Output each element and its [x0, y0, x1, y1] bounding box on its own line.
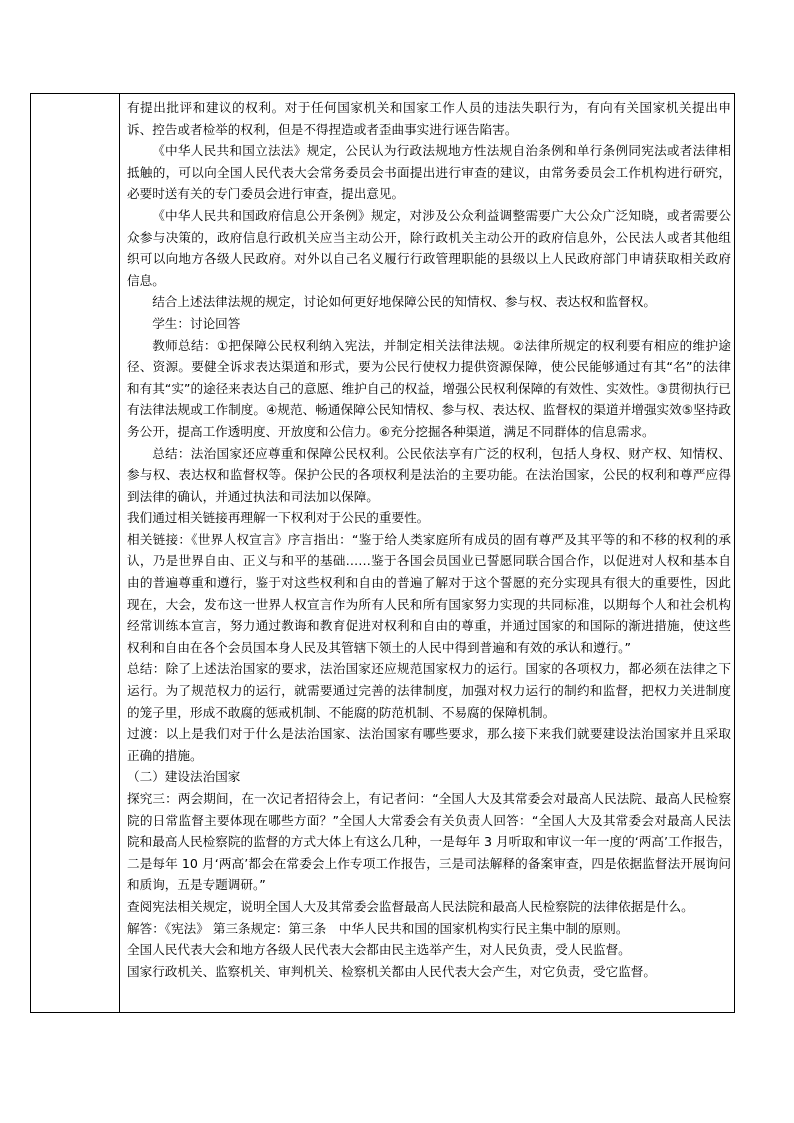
- table-left-column: [31, 94, 120, 1012]
- paragraph: 我们通过相关链接再理解一下权利对于公民的重要性。: [127, 510, 430, 526]
- paragraph: 相关链接：《世界人权宣言》序言指出：“鉴于给人类家庭所有成员的固有尊严及其平等的和不移的权利的承认，乃是世界自由、正义与和平的基础……鉴于各国会员国业已誓愿同联合国合作，以促进对人权和基本自由的普遍尊重和遵行，鉴于对这些权利和自由的普遍了解对于这个誓愿的充分实现具有很大的重要性，因此现在，大会，发布这一世界人权宣言作为所有人民和所有国家努力实现的共同标准，以期每个人和社会机构经常训练本宣言，努力通过教诲和教育促进对权利和自由的尊重，并通过国家的和国际的渐进措施，使这些权利和自由在各个会员国本身人民及其管辖下领土的人民中得到普遍和有效的承认和遵行。”: [127, 531, 731, 655]
- lesson-content: [127, 97, 731, 982]
- paragraph: 学生：讨论回答: [152, 315, 241, 331]
- lesson-table: [30, 93, 735, 1013]
- paragraph: 查阅宪法相关规定，说明全国人大及其常委会监督最高人民法院和最高人民检察院的法律依据是什么。: [127, 898, 694, 914]
- paragraph: 过渡：以上是我们对于什么是法治国家、法治国家有哪些要求，那么接下来我们就要建设法治国家并且采取正确的措施。: [127, 726, 731, 763]
- paragraph: 解答：《宪法》 第三条规定：第三条 中华人民共和国的国家机构实行民主集中制的原则。: [127, 920, 629, 936]
- paragraph: 教师总结：①把保障公民权利纳入宪法，并制定相关法律法规。②法律所规定的权利要有相应的维护途径、资源。要健全诉求表达渠道和形式，要为公民行使权力提供资源保障，使公民能够通过有其“名”的法律和有其“实”的途径来表达自己的意愿、维护自己的权益，增强公民权利保障的有效性、实效性。③贯彻执行已有法律法规或工作制度。④规范、畅通保障公民知情权、参与权、表达权、监督权的渠道并增强实效⑤坚持政务公开，提高工作透明度、开放度和公信力。⑥充分挖掘各种渠道，满足不同群体的信息需求。: [127, 337, 731, 439]
- paragraph: 《中华人民共和国政府信息公开条例》规定，对涉及公众利益调整需要广大公众广泛知晓，或者需要公众参与决策的，政府信息行政机关应当主动公开，除行政机关主动公开的政府信息外，公民法人或者其他组织可以向地方各级人民政府。对外以自己名义履行行政管理职能的县级以上人民政府部门申请获取相关政府信息。: [127, 207, 731, 288]
- paragraph: 全国人民代表大会和地方各级人民代表大会都由民主选举产生，对人民负责，受人民监督。: [127, 942, 631, 958]
- paragraph: 《中华人民共和国立法法》规定，公民认为行政法规地方性法规自治条例和单行条例同宪法或者法律相抵触的，可以向全国人民代表大会常务委员会书面提出进行审查的建议，由常务委员会工作机构进行研究，必要时送有关的专门委员会进行审查，提出意见。: [127, 143, 731, 202]
- paragraph: 总结：法治国家还应尊重和保障公民权利。公民依法享有广泛的权利，包括人身权、财产权、知情权、参与权、表达权和监督权等。保护公民的各项权利是法治的主要功能。在法治国家，公民的权利和尊严应得到法律的确认，并通过执法和司法加以保障。: [127, 445, 731, 504]
- paragraph: 有提出批评和建议的权利。对于任何国家机关和国家工作人员的违法失职行为，有向有关国家机关提出申诉、控告或者检举的权利，但是不得捏造或者歪曲事实进行诬告陷害。: [127, 100, 731, 137]
- paragraph: 国家行政机关、监察机关、审判机关、检察机关都由人民代表大会产生，对它负责，受它监督。: [127, 963, 656, 979]
- paragraph: 结合上述法律法规的规定，讨论如何更好地保障公民的知情权、参与权、表达权和监督权。: [152, 294, 656, 310]
- section-heading: （二）建设法治国家: [127, 769, 241, 785]
- paragraph: 探究三：两会期间，在一次记者招待会上，有记者问：“全国人大及其常委会对最高人民法院、最高人民检察院的日常监督主要体现在哪些方面？”全国人大常委会有关负责人回答：“全国人大及其常委会对最高人民法院和最高人民检察院的监督的方式大体上有这么几种，一是每年 3 月听取和审议一年一度的‘两高’工作报告，二是每年 10 月‘两高’都会在常委会上作专项工作报告，三是司法解释的备案审查，四是依据监督法开展询问和质询，五是专题调研。”: [127, 791, 731, 893]
- paragraph: 总结：除了上述法治国家的要求，法治国家还应规范国家权力的运行。国家的各项权力，都必须在法律之下运行。为了规范权力的运行，就需要通过完善的法律制度，加强对权力运行的制约和监督，把权力关进制度的笼子里，形成不敢腐的惩戒机制、不能腐的防范机制、不易腐的保障机制。: [127, 661, 731, 720]
